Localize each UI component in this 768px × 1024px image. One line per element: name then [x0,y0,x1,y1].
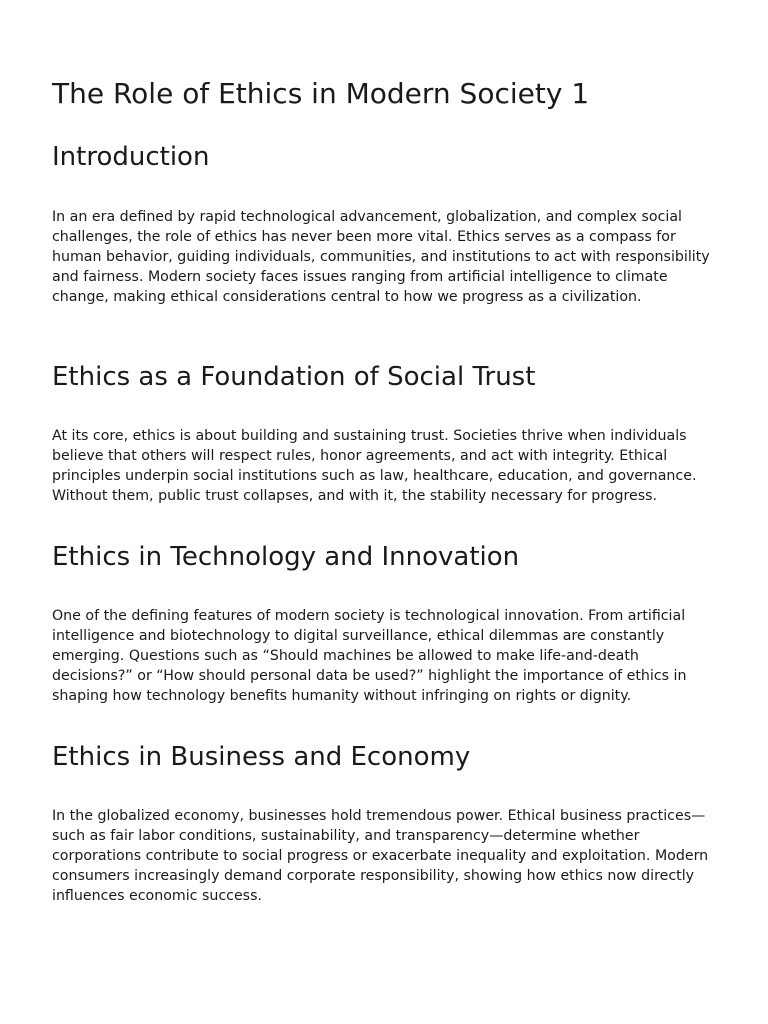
section-heading-social-trust: Ethics as a Foundation of Social Trust [52,362,536,392]
section-heading-technology: Ethics in Technology and Innovation [52,542,520,572]
section-heading-business: Ethics in Business and Economy [52,742,471,772]
section-paragraph-technology: One of the defining features of modern society is technological innovation. From artificial intelligence and biotechnology to digital surveillance, ethical dilemmas are constantly emerging. Questions such as “Should machines be allowed to make life-and-death decisions?” or “How should personal data be used?” highlight the importance of ethics in shaping how technology benefits humanity without infringing on rights or dignity. [52,608,687,704]
section-paragraph-business: In the globalized economy, businesses hold tremendous power. Ethical business practices—such as fair labor conditions, sustainability, and transparency—determine whether corporations contribute to social progress or exacerbate inequality and exploitation. Modern consumers increasingly demand corporate responsibility, showing how ethics now directly influences economic success. [52,808,709,904]
document-title: The Role of Ethics in Modern Society 1 [52,77,590,110]
section-paragraph-social-trust: At its core, ethics is about building and sustaining trust. Societies thrive when individuals believe that others will respect rules, honor agreements, and act with integrity. Ethical principles underpin social institutions such as law, healthcare, education, and governance. Without them, public trust collapses, and with it, the stability necessary for progress. [52,428,697,504]
section-heading-introduction: Introduction [52,142,210,172]
section-paragraph-introduction: In an era defined by rapid technological advancement, globalization, and complex social challenges, the role of ethics has never been more vital. Ethics serves as a compass for human behavior, guiding individuals, communities, and institutions to act with responsibility and fairness. Modern society faces issues ranging from artificial intelligence to climate change, making ethical considerations central to how we progress as a civilization. [52,209,710,305]
